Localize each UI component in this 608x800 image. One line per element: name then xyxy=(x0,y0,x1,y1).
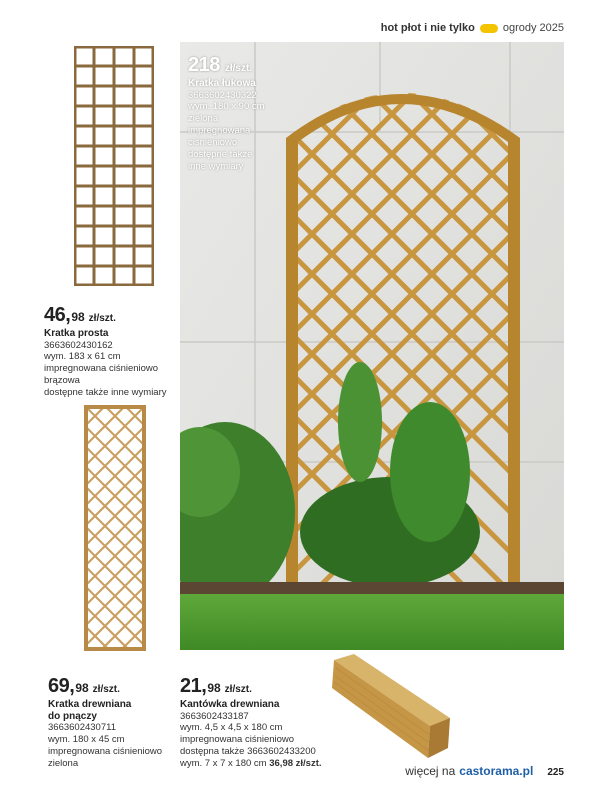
header-section-title: hot płot i nie tylko xyxy=(380,22,475,34)
price-unit: zł/szt. xyxy=(88,313,116,324)
product-color: zielona xyxy=(188,113,219,125)
product-name: Kratka łukowa xyxy=(188,78,256,89)
product-ean: 3663602433187 xyxy=(180,710,249,722)
product-name xyxy=(48,699,178,722)
product-treatment: impregnowana ciśnieniowo xyxy=(44,363,159,375)
product-color: zielona xyxy=(48,757,79,769)
product-wooden-beam xyxy=(180,676,330,770)
straight-trellis-image xyxy=(74,46,154,286)
diamond-trellis-image xyxy=(84,405,146,651)
price-unit: zł/szt. xyxy=(224,684,252,695)
price-cents: 98 xyxy=(75,681,89,695)
product-dimensions: wym. 4,5 x 4,5 x 180 cm xyxy=(180,722,283,734)
product-ean: 3663602430322 xyxy=(188,89,257,101)
wooden-beam-image xyxy=(332,654,452,764)
price-main: 21, xyxy=(180,675,207,697)
product-name: Kratka prosta xyxy=(44,328,109,339)
price-cents: 98 xyxy=(71,310,85,324)
price-main: 46, xyxy=(44,304,71,326)
product-straight-trellis xyxy=(44,305,184,399)
page-footer xyxy=(405,764,564,778)
price-main: 69, xyxy=(48,675,75,697)
product-dimensions: wym. 180 x 45 cm xyxy=(48,733,125,745)
price xyxy=(180,676,330,696)
product-name-line-1: Kratka drewniana xyxy=(48,699,132,710)
yellow-pill-icon xyxy=(480,24,498,33)
product-ean: 3663602430711 xyxy=(48,722,116,733)
product-treatment: impregnowana ciśnieniowo xyxy=(180,734,295,746)
price-main: 218 xyxy=(188,54,220,76)
footer-more-text: więcej na xyxy=(405,764,456,778)
product-name: Kantówka drewniana xyxy=(180,699,280,710)
product-alternative-dimensions xyxy=(180,758,330,770)
page-number: 225 xyxy=(547,767,564,778)
product-arched-trellis xyxy=(188,55,265,173)
alt-price: 36,98 zł/szt. xyxy=(269,758,322,769)
price xyxy=(48,676,178,696)
product-treatment-2: ciśnieniowo xyxy=(188,137,238,148)
product-availability: dostępne także xyxy=(188,148,253,160)
product-availability-2: inne wymiary xyxy=(188,160,244,172)
product-treatment: impregnowana ciśnieniowo xyxy=(48,745,163,757)
product-alternative: dostępna także 3663602433200 xyxy=(180,746,316,758)
product-climber-trellis xyxy=(48,676,178,770)
price-unit: zł/szt. xyxy=(224,63,253,74)
product-dimensions: wym. 183 x 61 cm xyxy=(44,351,121,363)
price xyxy=(188,55,265,75)
product-ean: 3663602430162 xyxy=(44,339,113,351)
product-availability: dostępne także inne wymiary xyxy=(44,387,167,398)
price xyxy=(44,305,184,325)
product-name-line-2: do pnączy xyxy=(48,710,97,722)
price-unit: zł/szt. xyxy=(92,684,120,695)
price-cents: 98 xyxy=(207,681,221,695)
product-dimensions: wym. 180 x 90 cm xyxy=(188,101,265,113)
header-catalog-name: ogrody 2025 xyxy=(502,22,564,34)
alt-dimensions-text: wym. 7 x 7 x 180 cm xyxy=(180,758,270,769)
page-header xyxy=(381,22,564,34)
product-color: brązowa xyxy=(44,375,80,387)
product-treatment: impregnowana xyxy=(188,125,251,137)
footer-brand-link[interactable]: castorama.pl xyxy=(459,764,534,778)
